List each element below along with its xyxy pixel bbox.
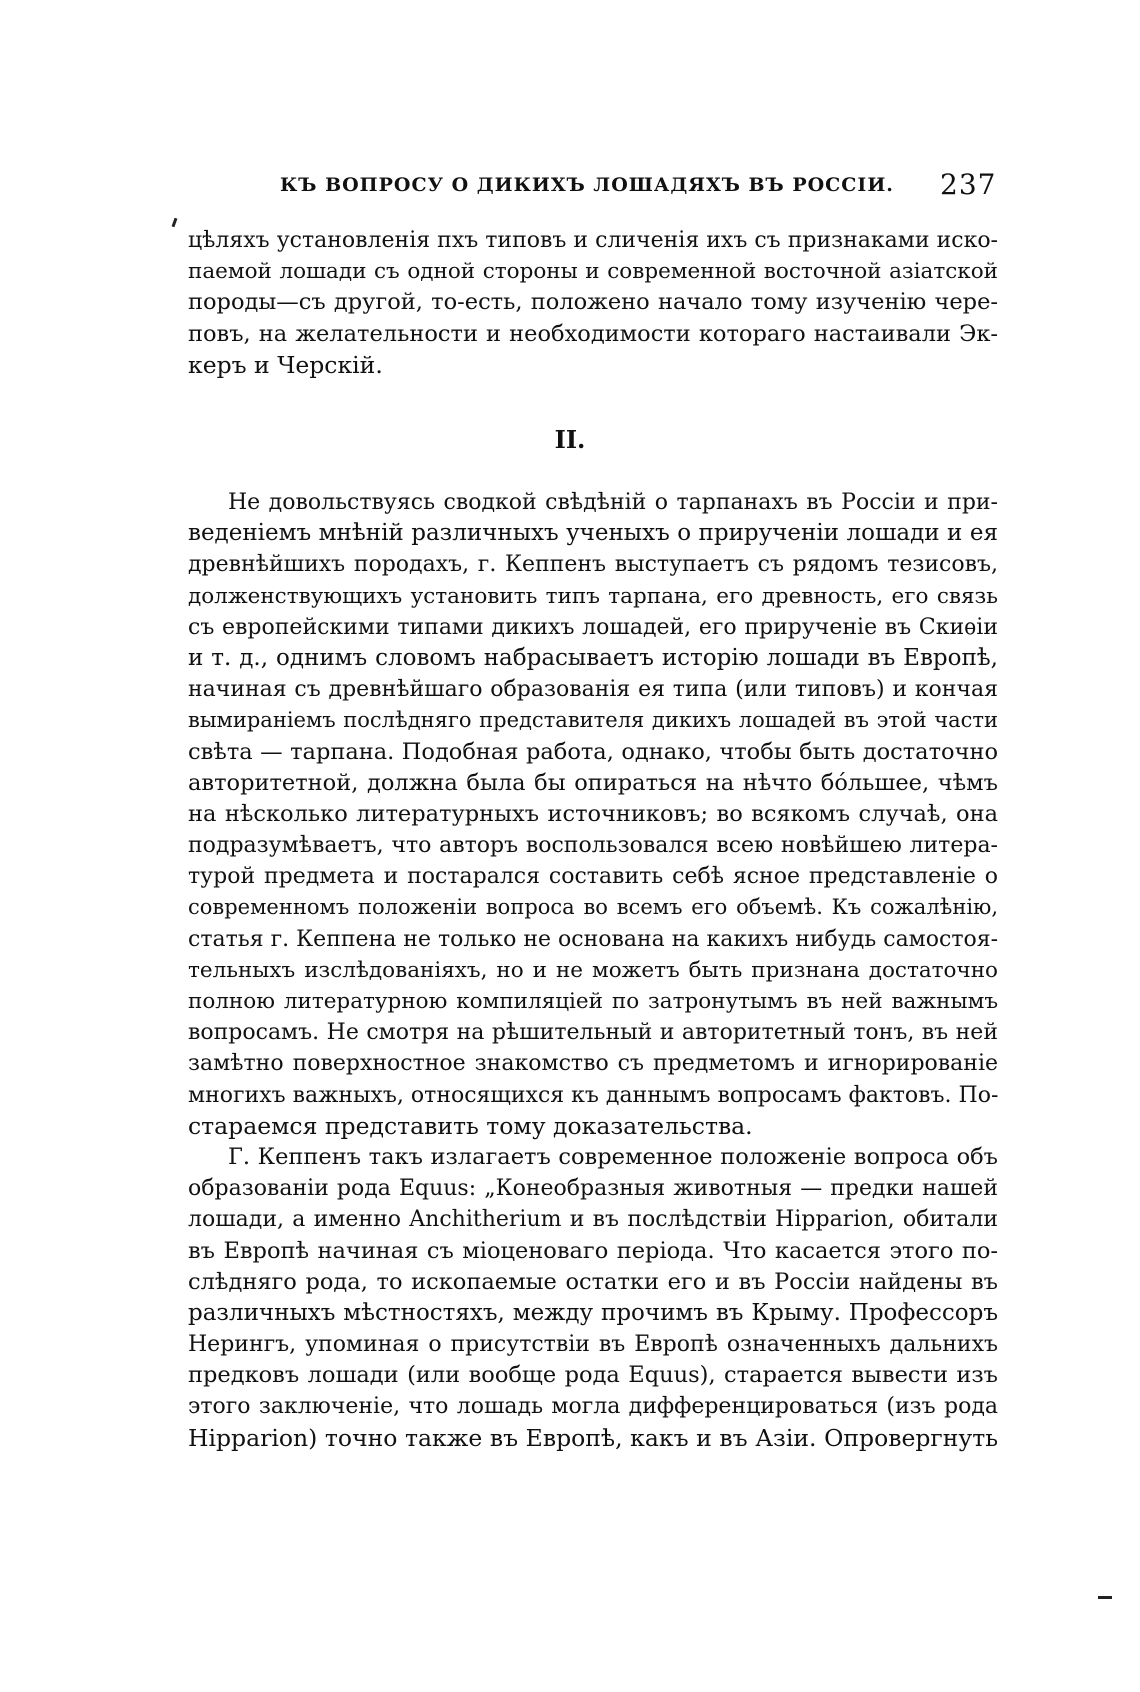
page-number: 237 xyxy=(940,168,997,201)
text-line: авторитетной, должна была бы опираться на нѣчто бóльшее, чѣмъ xyxy=(188,769,998,796)
text-line: различныхъ мѣстностяхъ, между прочимъ въ Крыму. Профессоръ xyxy=(188,1299,998,1326)
text-line: древнѣйшихъ породахъ, г. Кеппенъ выступаетъ съ рядомъ тезисовъ, xyxy=(188,552,998,578)
margin-dash xyxy=(1098,1596,1112,1599)
text-line: вымираніемъ послѣдняго представителя дикихъ лошадей въ этой части xyxy=(188,708,998,733)
running-title: КЪ ВОПРОСУ О ДИКИХЪ ЛОШАДЯХЪ ВЪ РОССІИ. xyxy=(280,174,894,196)
text-line: замѣтно поверхностное знакомство съ предметомъ и игнорированіе xyxy=(188,1051,998,1077)
text-line: Нерингъ, упоминая о присутствіи въ Европѣ означенныхъ дальнихъ xyxy=(188,1332,998,1358)
text-line: Г. Кеппенъ такъ излагаетъ современное положеніе вопроса объ xyxy=(228,1143,998,1170)
section-body xyxy=(188,487,998,1454)
text-line: свѣта — тарпана. Подобная работа, однако, чтобы быть достаточно xyxy=(188,738,998,765)
text-line: цѣляхъ установленія пхъ типовъ и сличенія ихъ съ признаками иско- xyxy=(188,228,998,253)
text-line: Hipparion) точно также въ Европѣ, какъ и въ Азіи. Опровергнуть xyxy=(188,1423,998,1452)
text-line: подразумѣваетъ, что авторъ воспользовался всею новѣйшею литера- xyxy=(188,833,998,859)
text-line: паемой лошади съ одной стороны и современной восточной азіатской xyxy=(188,259,998,285)
text-line: лошади, а именно Anchitherium и въ послѣдствіи Hipparion, обитали xyxy=(188,1207,998,1233)
text-line: образованіи рода Equus: „Конеобразныя животныя — предки нашей xyxy=(188,1176,998,1202)
margin-mark xyxy=(172,218,178,227)
text-line: керъ и Черскій. xyxy=(188,350,383,379)
text-line: современномъ положеніи вопроса во всемъ его объемѣ. Къ сожалѣнію, xyxy=(188,895,998,920)
section-heading: II. xyxy=(554,425,586,454)
text-line: породы—съ другой, то-есть, положено начало тому изученію чере- xyxy=(188,289,998,316)
text-line: повъ, на желательности и необходимости котораго настаивали Эк- xyxy=(188,320,998,347)
text-line: слѣдняго рода, то ископаемые остатки его и въ Россіи найдены въ xyxy=(188,1268,998,1295)
page-header xyxy=(0,168,1140,208)
text-line: на нѣсколько литературныхъ источниковъ; во всякомъ случаѣ, она xyxy=(188,800,998,827)
text-line: многихъ важныхъ, относящихся къ даннымъ вопросамъ фактовъ. По- xyxy=(188,1082,999,1108)
text-line: тельныхъ изслѣдованіяхъ, но и не можетъ быть признана достаточно xyxy=(188,957,998,983)
text-line: въ Европѣ начиная съ міоценоваго періода. Что касается этого по- xyxy=(188,1237,998,1264)
text-line: и т. д., однимъ словомъ набрасываетъ исторію лошади въ Европѣ, xyxy=(188,644,998,671)
text-line: вопросамъ. Не смотря на рѣшительный и авторитетный тонъ, въ ней xyxy=(188,1020,998,1046)
text-line: веденіемъ мнѣній различныхъ ученыхъ о прирученіи лошади и ея xyxy=(188,520,998,547)
text-line: предковъ лошади (или вообще рода Equus), старается вывести изъ xyxy=(188,1362,998,1389)
text-line: этого заключеніе, что лошадь могла дифференцироваться (изъ рода xyxy=(188,1394,998,1420)
text-line: долженствующихъ установить типъ тарпана, его древность, его связь xyxy=(188,583,998,609)
text-line: начиная съ древнѣйшаго образованія ея типа (или типовъ) и кончая xyxy=(188,677,998,703)
text-line: статья г. Кеппена не только не основана на какихъ нибудь самостоя- xyxy=(188,926,999,952)
text-line: стараемся представить тому доказательства. xyxy=(188,1111,753,1140)
text-line: Не довольствуясь сводкой свѣдѣній о тарпанахъ въ Россіи и при- xyxy=(228,490,998,515)
text-line: полною литературною компиляціей по затронутымъ въ ней важнымъ xyxy=(188,989,998,1014)
text-line: турой предмета и постарался составить себѣ ясное представленіе о xyxy=(188,864,998,890)
text-line: съ европейскими типами дикихъ лошадей, его прирученіе въ Скиѳіи xyxy=(188,614,998,640)
paragraph-continued xyxy=(188,225,998,381)
